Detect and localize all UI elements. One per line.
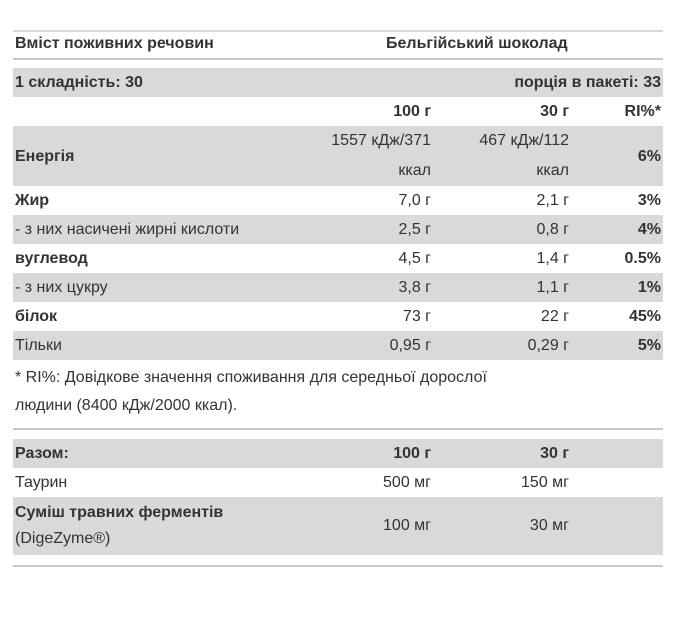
nutrient-name: Жир [15,192,50,209]
value-30g: 1,4 г [536,250,569,267]
value-100g: 100 мг [383,517,431,534]
nutrient-name: вуглевод [15,250,88,267]
table-row [13,331,663,360]
ri-value: 1% [637,279,661,296]
value-100g: 4,5 г [398,250,431,267]
table-row [13,244,663,273]
energy-30-kcal: ккал [536,162,569,179]
value-100g: 7,0 г [398,192,431,209]
extra-header-row [13,439,663,468]
ri-footnote [13,360,663,428]
divider [13,565,663,567]
value-30g: 22 г [540,308,569,325]
nutrient-name: білок [15,308,58,325]
value-30g: 0,8 г [536,221,569,238]
table-row [13,215,663,244]
value-100g: 0,95 г [389,337,431,354]
ingredient-name: Таурин [15,474,68,491]
value-100g: 3,8 г [398,279,431,296]
serving-row [13,68,663,97]
extra-col-30g: 30 г [540,445,569,462]
extra-header-label: Разом: [15,445,69,462]
nutrient-name: - з них цукру [15,279,108,296]
table-row [13,468,663,497]
value-30g: 1,1 г [536,279,569,296]
column-header-row [13,97,663,126]
table-row [13,126,663,186]
footnote-line-2: людини (8400 кДж/2000 ккал). [15,397,238,414]
col-100g: 100 г [393,103,431,120]
col-30g: 30 г [540,103,569,120]
table-row [13,302,663,331]
footnote-line-1: * RI%: Довідкове значення споживання для середньої дорослої [15,369,487,386]
value-30g: 0,29 г [527,337,569,354]
energy-30-kj: 467 кДж/112 [479,132,569,149]
energy-100-kcal: ккал [398,162,431,179]
table-title: Вміст поживних речовин [15,35,214,52]
value-100g: 500 мг [383,474,431,491]
col-ri: RI%* [624,103,661,120]
value-30g: 2,1 г [536,192,569,209]
table-row [13,497,663,555]
extra-col-100g: 100 г [393,445,431,462]
nutrient-name: Енергія [15,147,75,165]
value-30g: 30 мг [529,517,569,534]
ri-value: 4% [637,221,661,238]
ri-value: 6% [637,147,661,165]
nutrition-table [13,30,663,567]
table-title-row [13,30,663,58]
energy-100-kj: 1557 кДж/371 [331,132,431,149]
ri-value: 45% [628,308,661,325]
ri-value: 0.5% [624,250,661,267]
table-row [13,186,663,215]
ingredient-brand: (DigeZyme®) [15,530,111,547]
servings-per-pack: порція в пакеті: 33 [514,74,661,91]
nutrient-name: - з них насичені жирні кислоти [15,221,240,238]
ri-value: 5% [637,337,661,354]
flavor-label: Бельгійський шоколад [386,35,568,52]
value-100g: 2,5 г [398,221,431,238]
value-100g: 73 г [402,308,431,325]
ri-value: 3% [637,192,661,209]
serving-size: 1 складність: 30 [15,74,143,91]
value-30g: 150 мг [521,474,569,491]
table-row [13,273,663,302]
ingredient-name: Суміш травних ферментів [15,504,224,521]
nutrient-name: Тільки [15,337,62,354]
